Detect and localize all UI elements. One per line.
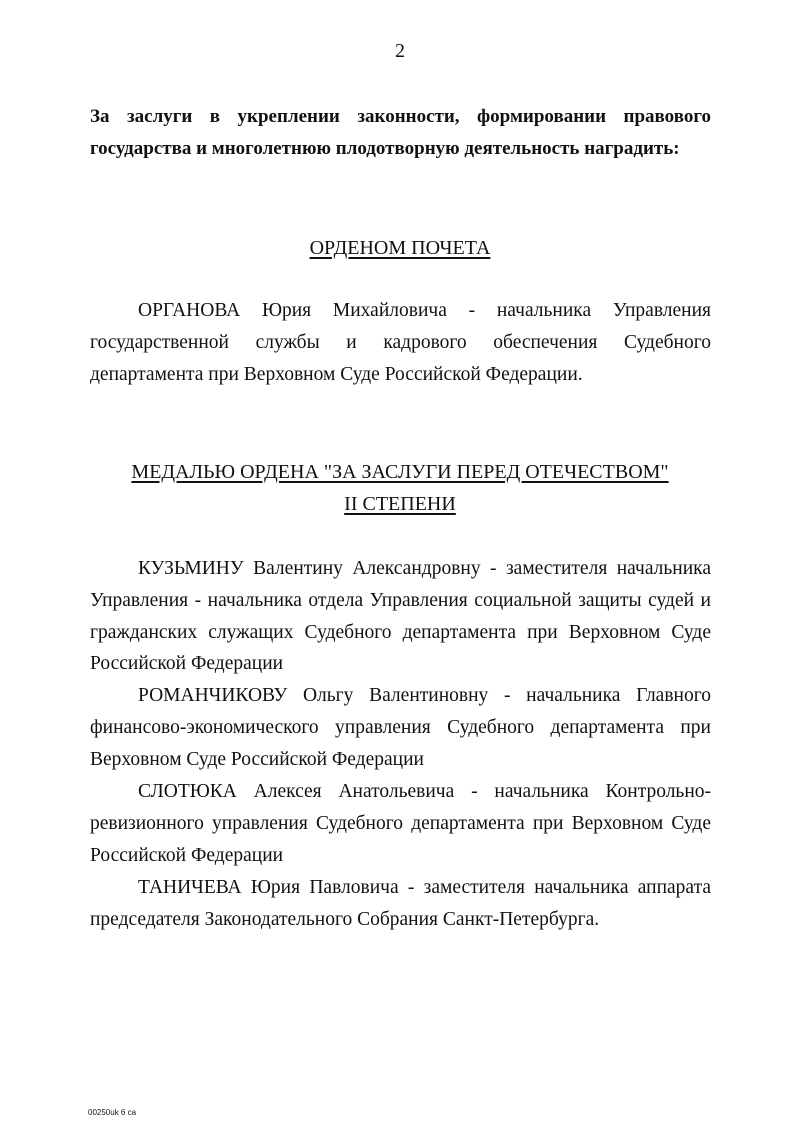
award-heading-order-of-honor: ОРДЕНОМ ПОЧЕТА <box>309 237 491 259</box>
recipient-organov: ОРГАНОВА Юрия Михайловича - начальника Управления государственной службы и кадрового обеспечения Судебного департамента при Верховном Суде Российской Федерации. <box>90 300 711 385</box>
document-code: 00250uk 6 ca <box>88 1108 137 1117</box>
award-heading-medal-line-1: МЕДАЛЬЮ ОРДЕНА "ЗА ЗАСЛУГИ ПЕРЕД ОТЕЧЕСТВОМ" <box>131 461 669 483</box>
recipient-slotyuk: СЛОТЮКА Алексея Анатольевича - начальника Контрольно-ревизионного управления Судебного департамента при Верховном Суде Российской Федерации <box>90 781 711 866</box>
page-number: 2 <box>395 40 405 62</box>
intro-paragraph: За заслуги в укреплении законности, формировании правового государства и многолетнюю плодотворную деятельность наградить: <box>90 106 711 159</box>
recipient-kuzmina: КУЗЬМИНУ Валентину Александровну - заместителя начальника Управления - начальника отдела Управления социальной защиты судей и гражданских служащих Судебного департамента при Верховном Суде Российской Федерации <box>90 558 711 675</box>
recipient-tanichev: ТАНИЧЕВА Юрия Павловича - заместителя начальника аппарата председателя Законодательного Собрания Санкт-Петербурга. <box>90 877 711 930</box>
award-heading-medal-line-2: II СТЕПЕНИ <box>344 493 456 515</box>
recipient-romanchikova: РОМАНЧИКОВУ Ольгу Валентиновну - начальника Главного финансово-экономического управления Судебного департамента при Верховном Суде Российской Федерации <box>90 685 711 770</box>
